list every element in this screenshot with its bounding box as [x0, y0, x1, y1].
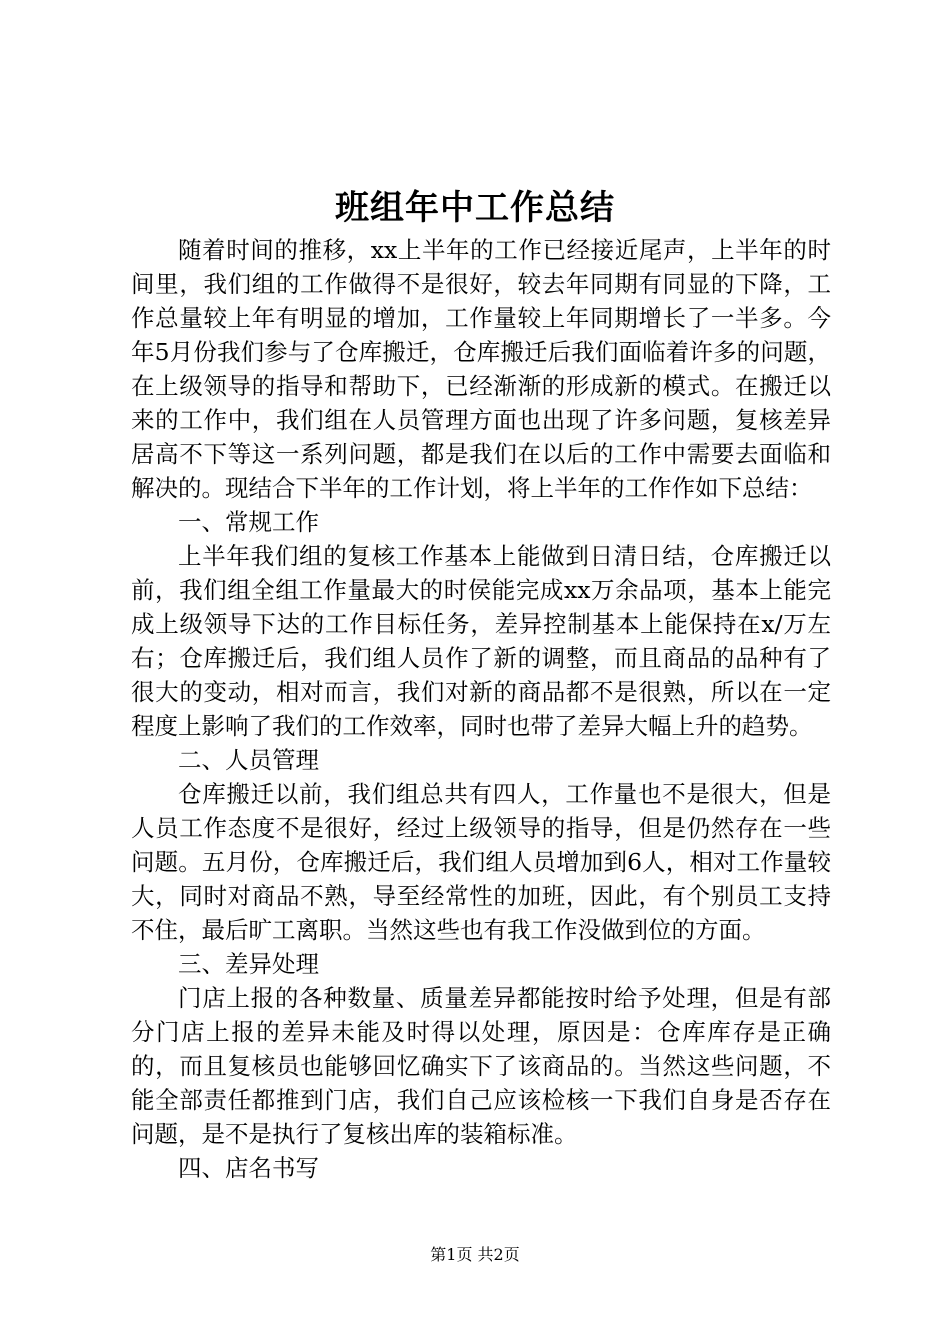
page-footer: 第1页 共2页 — [430, 1245, 520, 1264]
section-heading-personnel-management: 二、人员管理 — [178, 746, 319, 774]
paragraph-intro: 随着时间的推移，xx上半年的工作已经接近尾声，上半年的时间里，我们组的工作做得不是很好，较去年同期有同显的下降，工作总量较上年有明显的增加，工作量较上年同期增长了一半多。今年5月份我们参与了仓库搬迁，仓库搬迁后我们面临着许多的问题，在上级领导的指导和帮助下，已经渐渐的形成新的模式。在搬迁以来的工作中，我们组在人员管理方面也出现了许多问题，复核差异居高不下等这一系列问题，都是我们在以后的工作中需要去面临和解决的。现结合下半年的工作计划，将上半年的工作作如下总结： — [131, 236, 831, 502]
paragraph-discrepancy-handling: 门店上报的各种数量、质量差异都能按时给予处理，但是有部分门店上报的差异未能及时得以处理，原因是：仓库库存是正确的，而且复核员也能够回忆确实下了该商品的。当然这些问题，不能全部责任都推到门店，我们自己应该检核一下我们自身是否存在问题，是不是执行了复核出库的装箱标准。 — [131, 984, 831, 1148]
paragraph-routine-work: 上半年我们组的复核工作基本上能做到日清日结，仓库搬迁以前，我们组全组工作量最大的时侯能完成xx万余品项，基本上能完成上级领导下达的工作目标任务，差异控制基本上能保持在x/万左右；仓库搬迁后，我们组人员作了新的调整，而且商品的品种有了很大的变动，相对而言，我们对新的商品都不是很熟，所以在一定程度上影响了我们的工作效率，同时也带了差异大幅上升的趋势。 — [131, 542, 831, 740]
document-title: 班组年中工作总结 — [335, 188, 615, 228]
paragraph-personnel-management: 仓库搬迁以前，我们组总共有四人，工作量也不是很大，但是人员工作态度不是很好，经过上级领导的指导，但是仍然存在一些问题。五月份，仓库搬迁后，我们组人员增加到6人，相对工作量较大，同时对商品不熟，导至经常性的加班，因此，有个别员工支持不住，最后旷工离职。当然这些也有我工作没做到位的方面。 — [131, 780, 831, 944]
document-body — [131, 233, 831, 1185]
section-heading-discrepancy-handling: 三、差异处理 — [178, 950, 319, 978]
section-heading-routine-work: 一、常规工作 — [178, 508, 319, 536]
section-heading-store-name-writing: 四、店名书写 — [178, 1154, 319, 1182]
